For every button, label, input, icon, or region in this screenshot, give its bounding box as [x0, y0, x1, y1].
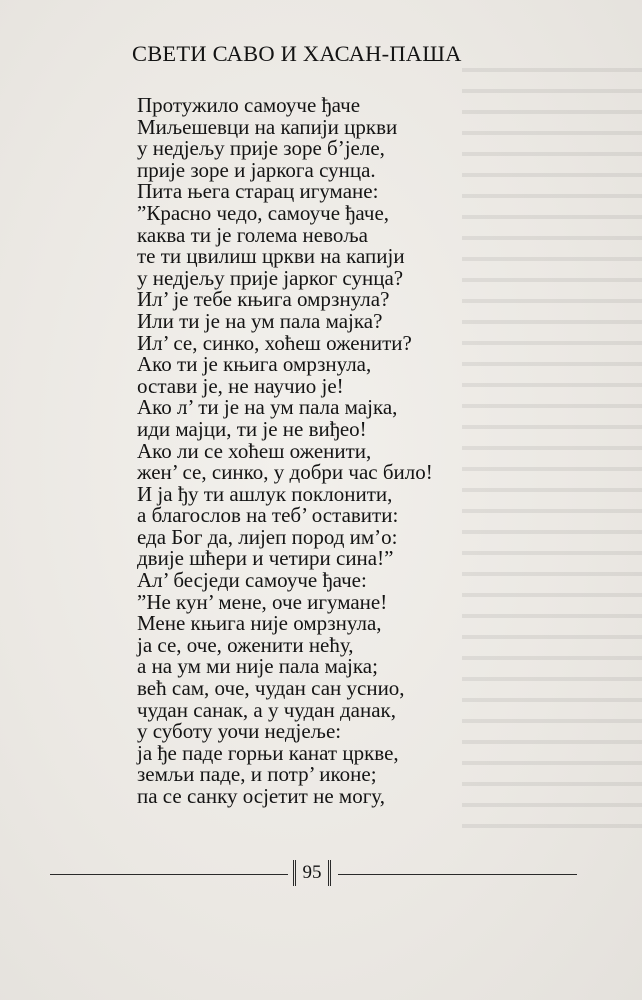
poem-line: ”Не кун’ мене, оче игумане! [137, 589, 388, 614]
poem-line: у недјељу прије јарког сунца? [137, 265, 404, 290]
poem-line: земљи паде, и потр’ иконе; [137, 762, 377, 787]
page-number: 95 [293, 860, 331, 886]
poem-line: ја се, оче, оженити нећу, [137, 632, 354, 657]
footer-rule-right [338, 874, 577, 875]
poem-line: каква ти је голема невоља [137, 222, 368, 247]
poem-line: Ил’ се, синко, хоћеш оженити? [137, 330, 412, 355]
poem-line: чудан санак, а у чудан данак, [137, 697, 396, 722]
poem-line: ја ђе паде горњи канат цркве, [137, 740, 399, 765]
poem-title: СВЕТИ САВО И ХАСАН-ПАША [132, 41, 462, 66]
poem-line: а на ум ми није пала мајка; [137, 654, 378, 679]
poem-line: Ил’ је тебе књига омрзнула? [137, 287, 390, 312]
poem-line: Миљешевци на капији цркви [137, 114, 398, 139]
poem-line: Пита њега старац игумане: [137, 179, 379, 204]
poem-line: Ал’ бесједи самоуче ђаче: [137, 568, 367, 593]
poem-line: И ја ђу ти ашлук поклонити, [137, 481, 393, 506]
poem-line: двије шћери и четири сина!” [137, 546, 394, 571]
poem-line: иди мајци, ти је не виђео! [137, 416, 367, 441]
poem-line: ”Красно чедо, самоуче ђаче, [137, 200, 390, 225]
poem-line: Мене књига није омрзнула, [137, 611, 382, 636]
poem-line: Протужило самоуче ђаче [137, 93, 361, 117]
poem-line: остави је, не научио је! [137, 373, 344, 398]
poem-line: па се санку осјетит не могу, [137, 784, 385, 808]
poem-line: Ако ли се хоћеш оженити, [137, 438, 372, 463]
poem-line: у недјељу прије зоре б’јеле, [137, 136, 385, 161]
poem-line: те ти цвилиш цркви на капији [137, 244, 405, 269]
page-footer [50, 858, 577, 890]
poem-line: жен’ се, синко, у добри час било! [137, 460, 433, 485]
poem-line: прије зоре и јаркога сунца. [137, 157, 376, 182]
poem-line: а благослов на теб’ оставити: [137, 503, 399, 528]
poem-line: Или ти је на ум пала мајка? [137, 308, 383, 333]
poem-line: Ако ти је књига омрзнула, [137, 352, 372, 377]
poem-line: еда Бог да, лијеп пород им’о: [137, 524, 398, 549]
poem-line: Ако л’ ти је на ум пала мајка, [137, 395, 398, 420]
poem-text [137, 95, 517, 808]
footer-rule-left [50, 874, 288, 875]
poem-line: у суботу уочи недјеље: [137, 719, 342, 744]
poem-line: већ сам, оче, чудан сан уснио, [137, 676, 405, 701]
